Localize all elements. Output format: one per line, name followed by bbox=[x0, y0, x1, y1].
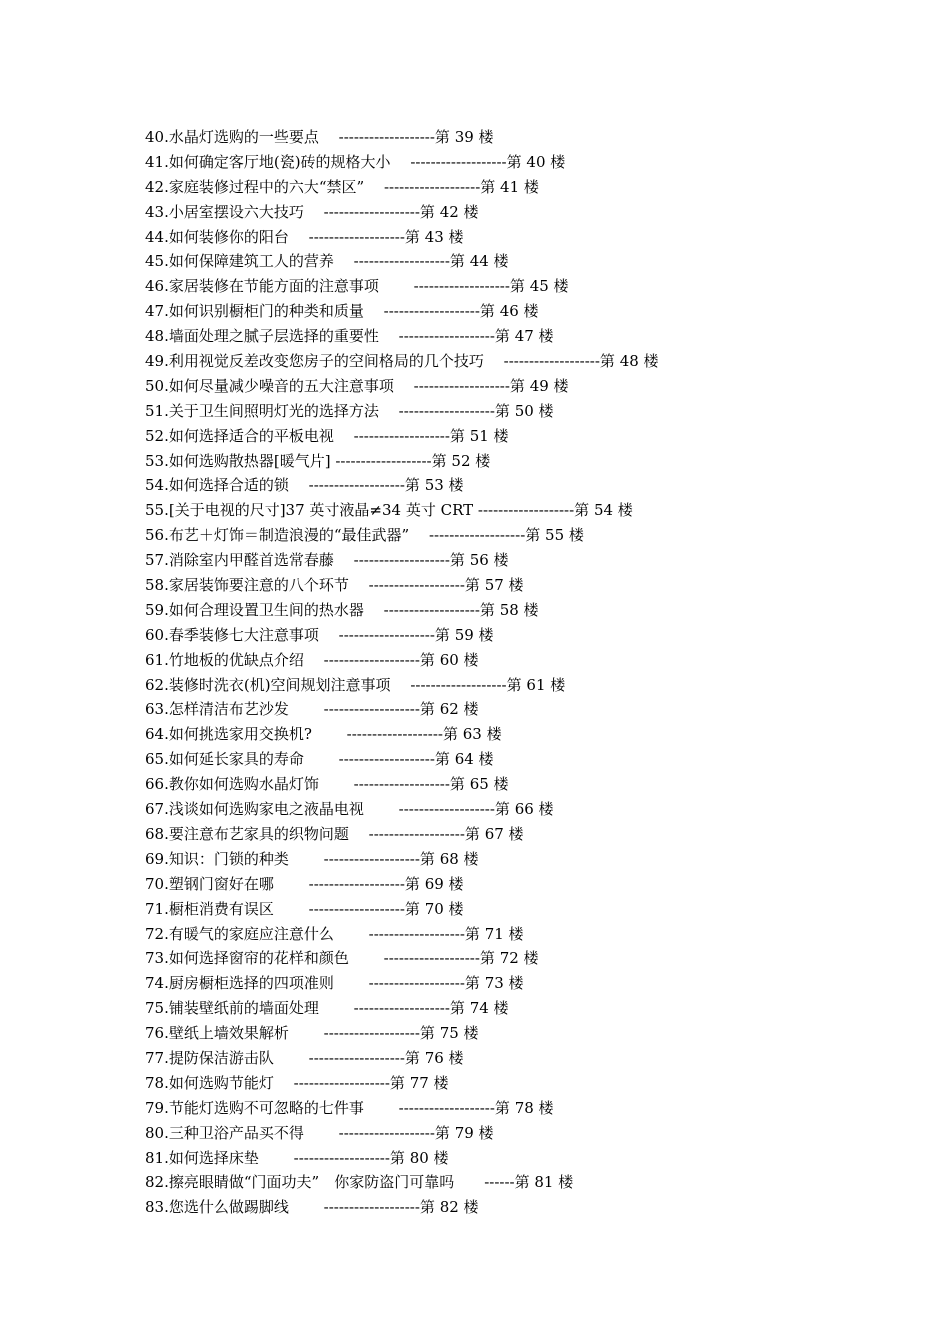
toc-entry: 63.怎样清洁布艺沙发 -------------------第 62 楼 bbox=[145, 700, 479, 719]
toc-entry: 57.消除室内甲醛首选常春藤 -------------------第 56 楼 bbox=[145, 551, 509, 570]
toc-entry: 75.铺装壁纸前的墙面处理 -------------------第 74 楼 bbox=[145, 999, 509, 1018]
toc-entry: 51.关于卫生间照明灯光的选择方法 -------------------第 50 楼 bbox=[145, 401, 554, 420]
toc-entry: 71.橱柜消费有误区 -------------------第 70 楼 bbox=[145, 899, 464, 918]
table-of-contents bbox=[145, 125, 865, 1220]
toc-entry: 41.如何确定客厅地(瓷)砖的规格大小 -------------------第 40 楼 bbox=[145, 152, 566, 171]
toc-entry: 73.如何选择窗帘的花样和颜色 -------------------第 72 楼 bbox=[145, 949, 539, 968]
toc-entry: 56.布艺＋灯饰＝制造浪漫的“最佳武器” -------------------第 55 楼 bbox=[145, 526, 584, 545]
toc-entry: 83.您选什么做踢脚线 -------------------第 82 楼 bbox=[145, 1198, 479, 1217]
toc-entry: 58.家居装饰要注意的八个环节 -------------------第 57 楼 bbox=[145, 576, 524, 595]
toc-entry: 54.如何选择合适的锁 -------------------第 53 楼 bbox=[145, 476, 464, 495]
toc-entry: 77.提防保洁游击队 -------------------第 76 楼 bbox=[145, 1048, 464, 1067]
toc-entry: 70.塑钢门窗好在哪 -------------------第 69 楼 bbox=[145, 874, 464, 893]
toc-entry: 49.利用视觉反差改变您房子的空间格局的几个技巧 -------------------第 48 楼 bbox=[145, 352, 659, 371]
toc-entry: 79.节能灯选购不可忽略的七件事 -------------------第 78 楼 bbox=[145, 1098, 554, 1117]
toc-entry: 66.教你如何选购水晶灯饰 -------------------第 65 楼 bbox=[145, 775, 509, 794]
toc-entry: 55.[关于电视的尺寸]37 英寸液晶≠34 英寸 CRT -------------------第 54 楼 bbox=[145, 501, 633, 520]
toc-entry: 61.竹地板的优缺点介绍 -------------------第 60 楼 bbox=[145, 650, 479, 669]
toc-entry: 59.如何合理设置卫生间的热水器 -------------------第 58 楼 bbox=[145, 600, 539, 619]
toc-entry: 52.如何选择适合的平板电视 -------------------第 51 楼 bbox=[145, 426, 509, 445]
toc-entry: 64.如何挑选家用交换机? -------------------第 63 楼 bbox=[145, 725, 502, 744]
toc-entry: 45.如何保障建筑工人的营养 -------------------第 44 楼 bbox=[145, 252, 509, 271]
toc-entry: 48.墙面处理之腻子层选择的重要性 -------------------第 47 楼 bbox=[145, 327, 554, 346]
toc-entry: 50.如何尽量减少噪音的五大注意事项 -------------------第 49 楼 bbox=[145, 376, 569, 395]
toc-entry: 76.壁纸上墙效果解析 -------------------第 75 楼 bbox=[145, 1024, 479, 1043]
toc-entry: 40.水晶灯选购的一些要点 -------------------第 39 楼 bbox=[145, 128, 494, 146]
toc-entry: 60.春季装修七大注意事项 -------------------第 59 楼 bbox=[145, 625, 494, 644]
toc-entry: 72.有暖气的家庭应注意什么 -------------------第 71 楼 bbox=[145, 924, 524, 943]
toc-entry: 53.如何选购散热器[暖气片] -------------------第 52 楼 bbox=[145, 451, 491, 470]
toc-entry: 69.知识：门锁的种类 -------------------第 68 楼 bbox=[145, 849, 479, 868]
toc-entry: 46.家居装修在节能方面的注意事项 -------------------第 45 楼 bbox=[145, 277, 569, 296]
toc-entry: 62.装修时洗衣(机)空间规划注意事项 -------------------第 61 楼 bbox=[145, 675, 566, 694]
toc-entry: 42.家庭装修过程中的六大“禁区” -------------------第 41 楼 bbox=[145, 177, 539, 196]
toc-entry: 44.如何装修你的阳台 -------------------第 43 楼 bbox=[145, 227, 464, 246]
toc-entry: 67.浅谈如何选购家电之液晶电视 -------------------第 66 楼 bbox=[145, 800, 554, 819]
toc-entry: 68.要注意布艺家具的织物问题 -------------------第 67 楼 bbox=[145, 824, 524, 843]
toc-entry: 43.小居室摆设六大技巧 -------------------第 42 楼 bbox=[145, 202, 479, 221]
toc-entry: 80.三种卫浴产品买不得 -------------------第 79 楼 bbox=[145, 1123, 494, 1142]
toc-entry: 82.擦亮眼睛做“门面功夫” 你家防盗门可靠吗 ------第 81 楼 bbox=[145, 1173, 574, 1192]
toc-entry: 65.如何延长家具的寿命 -------------------第 64 楼 bbox=[145, 750, 494, 769]
toc-entry: 81.如何选择床垫 -------------------第 80 楼 bbox=[145, 1148, 449, 1167]
toc-entry: 74.厨房橱柜选择的四项准则 -------------------第 73 楼 bbox=[145, 974, 524, 993]
toc-entry: 47.如何识别橱柜门的种类和质量 -------------------第 46 楼 bbox=[145, 302, 539, 321]
toc-entry: 78.如何选购节能灯 -------------------第 77 楼 bbox=[145, 1073, 449, 1092]
